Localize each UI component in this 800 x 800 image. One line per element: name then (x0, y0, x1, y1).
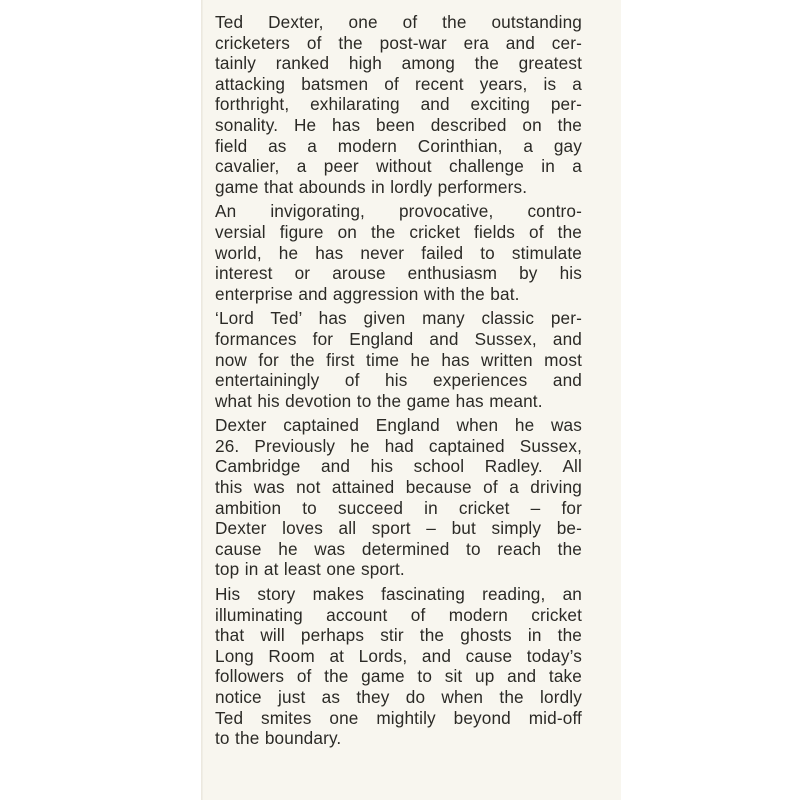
text-line: forthright, exhilarating and exciting per- (215, 94, 582, 115)
text-line: attacking batsmen of recent years, is a (215, 73, 582, 94)
text-line: Ted Dexter, one of the outstanding (215, 12, 582, 32)
paragraph (215, 308, 582, 411)
paragraph (215, 584, 582, 749)
paragraph (215, 201, 582, 304)
text-line: tainly ranked high among the greatest (215, 53, 582, 74)
text-line: Cambridge and his school Radley. All (215, 456, 582, 477)
text-line: An invigorating, provocative, contro- (215, 201, 582, 222)
text-line: ambition to succeed in cricket – for (215, 497, 582, 518)
text-line: versial figure on the cricket fields of the (215, 221, 582, 242)
text-line: that will perhaps stir the ghosts in the (215, 625, 582, 646)
text-line: followers of the game to sit up and take (215, 666, 582, 687)
text-line: entertainingly of his experiences and (215, 370, 582, 391)
text-line: now for the first time he has written most (215, 349, 582, 370)
text-line: illuminating account of modern cricket (215, 604, 582, 625)
text-line: Dexter loves all sport – but simply be- (215, 518, 582, 539)
text-line: this was not attained because of a driving (215, 477, 582, 498)
text-line: Long Room at Lords, and cause today’s (215, 645, 582, 666)
text-line: Ted smites one mightily beyond mid-off (215, 707, 582, 728)
text-line: formances for England and Sussex, and (215, 328, 582, 349)
text-line: sonality. He has been described on the (215, 114, 582, 135)
text-line: world, he has never failed to stimulate (215, 242, 582, 263)
blurb-text (215, 12, 582, 753)
text-line: Dexter captained England when he was (215, 415, 582, 436)
text-line: field as a modern Corinthian, a gay (215, 135, 582, 156)
text-line: top in at least one sport. (215, 559, 405, 580)
text-line: cause he was determined to reach the (215, 538, 582, 559)
text-line: cavalier, a peer without challenge in a (215, 156, 582, 177)
text-line: interest or arouse enthusiasm by his (215, 263, 582, 284)
paragraph (215, 12, 582, 197)
text-line: notice just as they do when the lordly (215, 687, 582, 707)
text-line: enterprise and aggression with the bat. (215, 283, 520, 304)
text-line: ‘Lord Ted’ has given many classic per- (215, 308, 582, 329)
paragraph (215, 415, 582, 580)
text-line: what his devotion to the game has meant. (215, 390, 543, 411)
text-line: His story makes fascinating reading, an (215, 584, 582, 605)
text-line: game that abounds in lordly performers. (215, 176, 528, 197)
text-line: to the boundary. (215, 728, 342, 749)
text-line: cricketers of the post-war era and cer- (215, 32, 582, 53)
text-line: 26. Previously he had captained Sussex, (215, 435, 582, 456)
